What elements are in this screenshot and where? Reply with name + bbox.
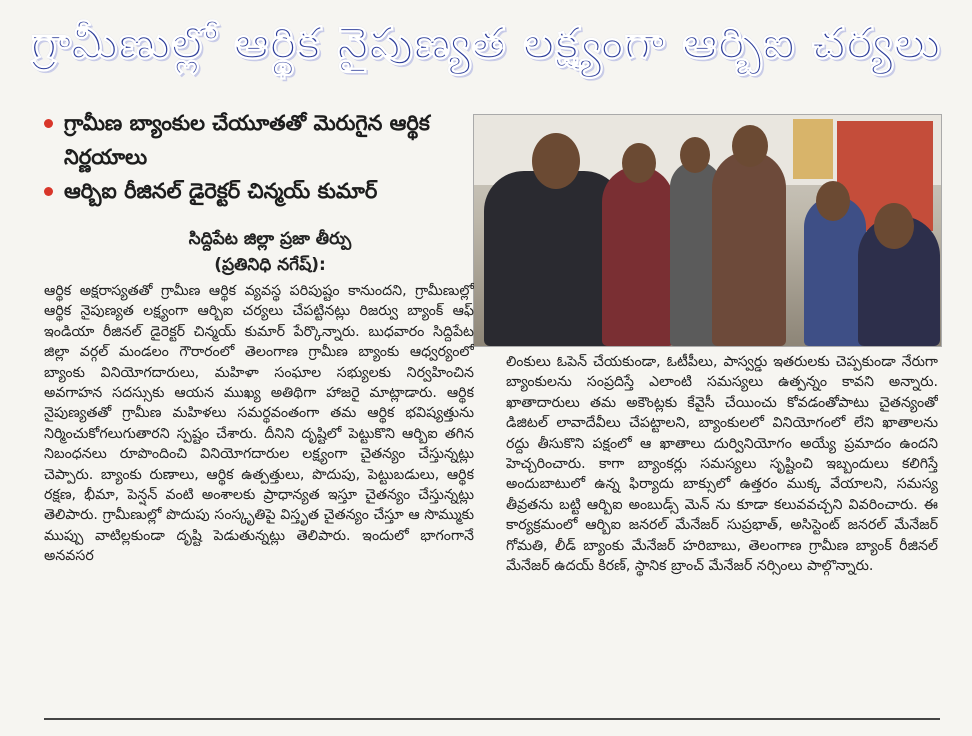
photo-person-head [622,143,656,183]
photo-person [712,151,786,346]
bullet-item [44,106,464,174]
photo-banner [793,119,833,179]
article-column-1: ఆర్థిక అక్షరాస్యతతో గ్రామీణ ఆర్థిక వ్యవస్థ పరిపుష్టం కానుందని, గ్రామీణుల్లో ఆర్థిక నైపుణ్యత లక్ష్యంగా ఆర్బిఐ చర్యలు చేపట్టినట్లు రిజర్వు బ్యాంక్ ఆఫ్ ఇండియా రీజినల్ డైరెక్టర్ చిన్మయ్ కుమార్ పేర్కొన్నారు. బుధవారం సిద్దిపేట జిల్లా వర్గల్ మండలం గౌరారంలో తెలంగాణ గ్రామీణ బ్యాంకు ఆధ్వర్యంలో బ్యాంకు వినియోగదారులు, మహిళా సంఘాల సభ్యులకు నిర్వహించిన అవగాహన సదస్సుకు ఆయన ముఖ్య అతిథిగా హాజరై మాట్లాడారు. ఆర్థిక నైపుణ్యతతో గ్రామీణ మహిళలు సమర్థవంతంగా తమ ఆర్థిక భవిష్యత్తును నిర్మించుకోగలుగుతారని స్పష్టం చేశారు. దీనిని దృష్టిలో పెట్టుకొని ఆర్బిఐ తగిన నిబంధనలు రూపొందించి వినియోగదారుల లక్ష్యంగా చైతన్యం చేస్తున్నట్లు చెప్పారు. బ్యాంకు రుణాలు, ఆర్థిక ఉత్పత్తులు, పొదుపు, పెట్టుబడులు, ఆర్థిక రక్షణ, భీమా, పెన్షన్ వంటి అంశాలకు ప్రాధాన్యత ఇస్తూ చైతన్యం చేస్తున్నట్లు తెలిపారు. గ్రామీణుల్లో పొదుపు సంస్కృతిపై విస్తృత చైతన్యం చేస్తూ ఆ సొమ్ముకు ముప్పు వాటిల్లకుండా దృష్టి పెడుతున్నట్లు తెలిపారు. ఇందులో భాగంగానే అనవసర [44,283,474,565]
photo-person-head [874,203,914,249]
bullet-text: గ్రామీణ బ్యాంకుల చేయూతతో మెరుగైన ఆర్థిక నిర్ణయాలు [64,111,430,169]
byline-reporter: (ప్రతినిధి నగేష్): [214,255,326,275]
photo-person [602,166,674,346]
byline-location: సిద్దిపేట జిల్లా ప్రజా తీర్పు [188,229,352,249]
bullet-dot-icon [44,187,53,196]
bottom-rule [44,718,940,720]
photo-person-head [732,125,768,167]
headline: గ్రామీణుల్లో ఆర్థిక నైపుణ్యత లక్ష్యంగా ఆర్బిఐ చర్యలు [30,18,942,69]
photo-person-head [532,133,580,189]
bullet-text: ఆర్బిఐ రీజినల్ డైరెక్టర్ చిన్మయ్ కుమార్ [64,179,378,203]
bullet-item [44,174,464,208]
photo-person-head [816,181,850,221]
article-column-2: లింకులు ఓపెన్ చేయకుండా, ఓటీపీలు, పాస్వర్డు ఇతరులకు చెప్పకుండా నేరుగా బ్యాంకులను సంప్రదిస్తే ఎలాంటి సమస్యలు ఉత్పన్నం కావని అన్నారు. ఖాతాదారులు తమ అకౌంట్లకు కేవైసీ చేయించు కోవడంతోపాటు చైతన్యంతో డిజిటల్ లావాదేవీలు చేపట్టాలని, బ్యాంకులలో వినియోగంలో లేని ఖాతాలను రద్దు తీసుకొని పక్షంలో ఆ ఖాతాలు దుర్వినియోగం అయ్యే ప్రమాదం ఉందని హెచ్చరించారు. కాగా బ్యాంకర్లు సమస్యలు సృష్టించి ఇబ్బందులు కలిగిస్తే అందుబాటులో ఉన్న ఫిర్యాదు బాక్సులో ఉత్తరం ముక్క వేయాలని, సమస్య తీవ్రతను బట్టి ఆర్బిఐ అంబుడ్స్ మెన్ ను కూడా కలువవచ్చని వివరించారు. ఈ కార్యక్రమంలో ఆర్బిఐ జనరల్ మేనేజర్ సుప్రభాత్, అసిస్టెంట్ జనరల్ మేనేజర్ గోమతి, లీడ్ బ్యాంకు మేనేజర్ హరిబాబు, తెలంగాణ గ్రామీణ బ్యాంక్ రీజినల్ మేనేజర్ ఉదయ్ కిరణ్, స్థానిక బ్రాంచ్ మేనేజర్ నర్సింలు పాల్గొన్నారు. [506,354,938,575]
bullet-dot-icon [44,119,53,128]
photo-person-head [680,137,710,173]
news-photo [473,114,942,347]
byline [140,226,400,278]
bullet-list [44,106,464,208]
